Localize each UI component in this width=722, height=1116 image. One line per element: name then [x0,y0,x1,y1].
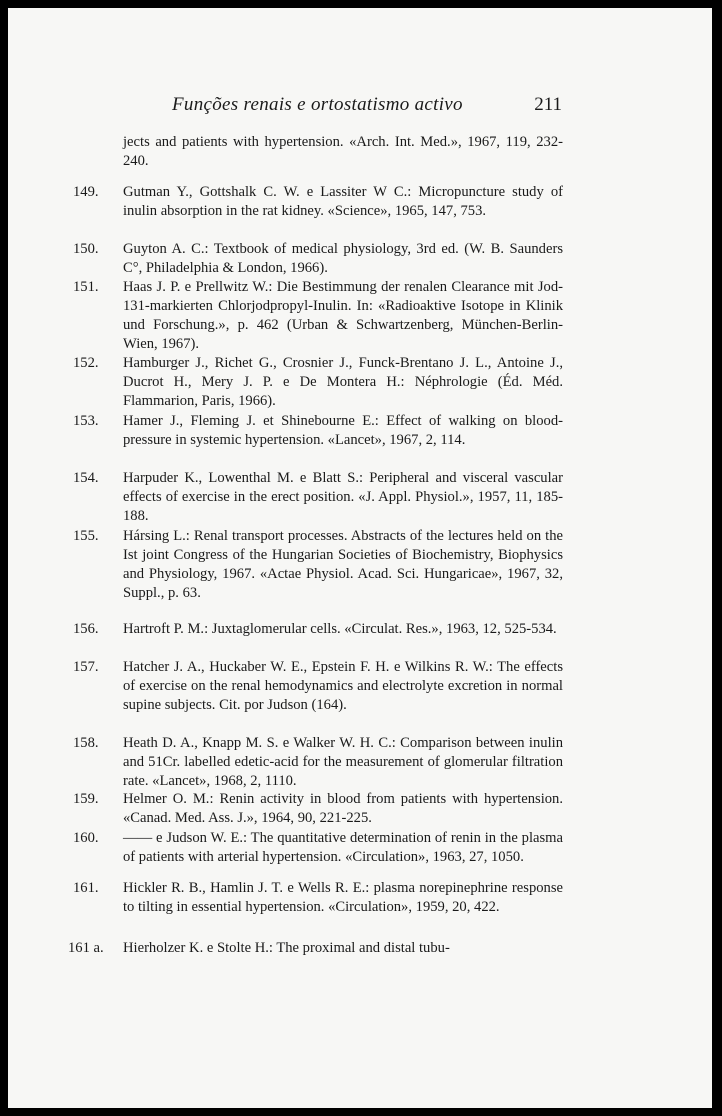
reference-item [73,527,563,603]
reference-number: 152. [73,355,99,371]
reference-number: 157. [73,659,99,675]
reference-number: 156. [73,621,99,637]
reference-item [73,829,563,867]
reference-item [73,240,563,278]
reference-item [73,183,563,221]
reference-text: Hamer J., Fleming J. et Shinebourne E.: Effect of walking on blood-pressure in systemic hypertension. «Lancet», 1967, 2, 114. [123,413,563,448]
reference-item [68,939,563,958]
reference-number: 158. [73,735,99,751]
reference-number: 160. [73,830,99,846]
reference-text: jects and patients with hypertension. «Arch. Int. Med.», 1967, 119, 232-240. [123,134,563,169]
reference-text: Heath D. A., Knapp M. S. e Walker W. H. C.: Comparison between inulin and 51Cr. labelled edetic-acid for the measurement of glomerular filtration rate. «Lancet», 1968, 2, 1110. [123,735,563,789]
reference-item [73,469,563,526]
page-number: 211 [534,94,562,115]
reference-item [73,879,563,917]
reference-item [73,734,563,791]
reference-item [73,790,563,828]
document-page [8,8,712,1108]
reference-text: Hickler R. B., Hamlin J. T. e Wells R. E.: plasma norepinephrine response to tilting in essential hypertension. «Circulation», 1959, 20, 422. [123,880,563,915]
reference-text: Guyton A. C.: Textbook of medical physiology, 3rd ed. (W. B. Saunders C°, Philadelphia & London, 1966). [123,241,563,276]
reference-text: Haas J. P. e Prellwitz W.: Die Bestimmung der renalen Clearance mit Jod-131-markierten Chlorjodpropyl-Inulin. In: «Radioaktive Isotope in Klinik und Forschung.», p. 462 (Urban & Schwartzenberg, München-Berlin-Wien, 1967). [123,279,563,352]
reference-item [73,278,563,354]
reference-text: Hársing L.: Renal transport processes. Abstracts of the lectures held on the Ist joint Congress of the Hungarian Societies of Biochemistry, Biophysics and Physiology, 1967. «Actae Physiol. Acad. Sci. Hungaricae», 1967, 32, Suppl., p. 63. [123,528,563,601]
reference-item [73,620,563,639]
reference-number: 155. [73,528,99,544]
running-title: Funções renais e ortostatismo activo [172,94,463,115]
reference-number: 161. [73,880,99,896]
reference-text: Hatcher J. A., Huckaber W. E., Epstein F. H. e Wilkins R. W.: The effects of exercise on the renal hemodynamics and electrolyte excretion in normal supine subjects. Cit. por Judson (164). [123,659,563,713]
reference-item [73,658,563,715]
reference-item [73,133,563,171]
reference-number: 159. [73,791,99,807]
reference-number: 153. [73,413,99,429]
reference-number: 161 a. [68,940,104,956]
reference-text: Hierholzer K. e Stolte H.: The proximal and distal tubu- [123,940,450,956]
page-header [172,94,562,122]
reference-text: Helmer O. M.: Renin activity in blood from patients with hypertension. «Canad. Med. Ass. J.», 1964, 90, 221-225. [123,791,563,826]
reference-number: 149. [73,184,99,200]
reference-text: Hamburger J., Richet G., Crosnier J., Funck-Brentano J. L., Antoine J., Ducrot H., Mery J. P. e De Montera H.: Néphrologie (Éd. Méd. Flammarion, Paris, 1966). [123,355,563,409]
reference-number: 151. [73,279,99,295]
reference-text: Harpuder K., Lowenthal M. e Blatt S.: Peripheral and visceral vascular effects of exercise in the erect position. «J. Appl. Physiol.», 1957, 11, 185-188. [123,470,563,524]
reference-item [73,354,563,411]
reference-text: Hartroft P. M.: Juxtaglomerular cells. «Circulat. Res.», 1963, 12, 525-534. [123,621,557,637]
reference-text: —— e Judson W. E.: The quantitative determination of renin in the plasma of patients with arterial hypertension. «Circulation», 1963, 27, 1050. [123,830,563,865]
reference-text: Gutman Y., Gottshalk C. W. e Lassiter W C.: Micropuncture study of inulin absorption in the rat kidney. «Science», 1965, 147, 753. [123,184,563,219]
reference-item [73,412,563,450]
reference-number: 154. [73,470,99,486]
reference-number: 150. [73,241,99,257]
